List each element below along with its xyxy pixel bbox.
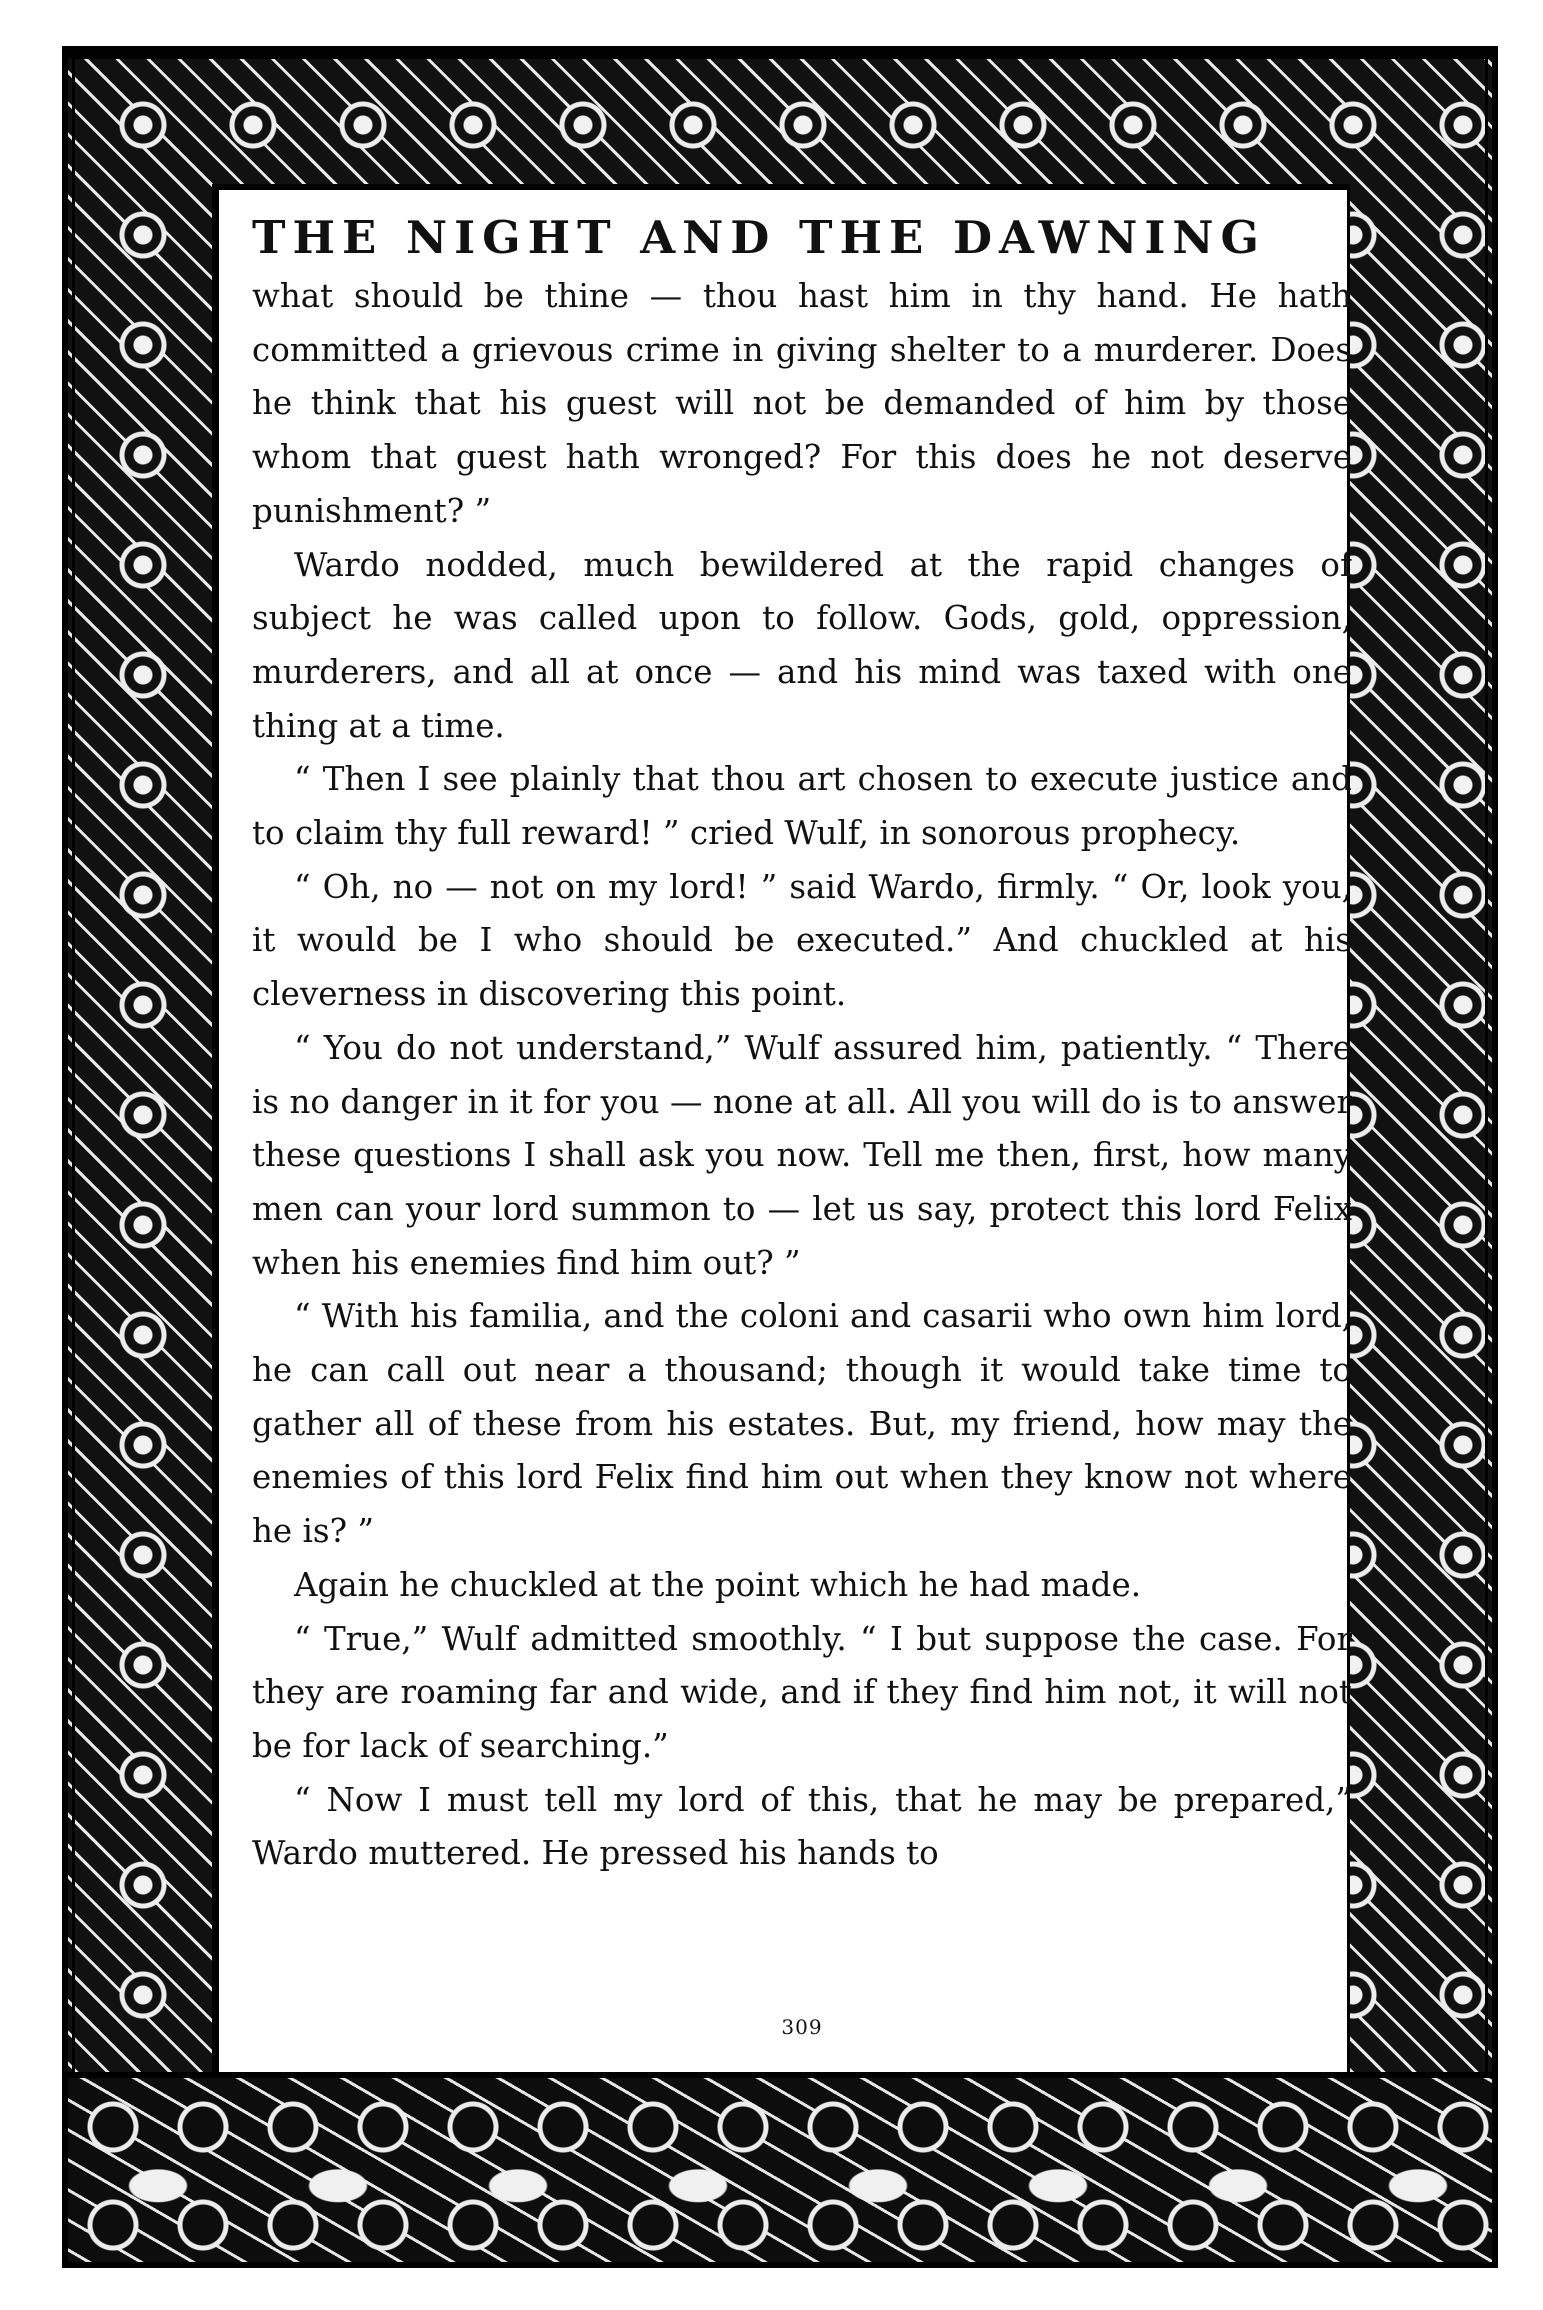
paragraph: “ Oh, no — not on my lord! ” said Wardo, firmly. “ Or, look you, it would be I who should be executed.” And chuckled at his cleverness in discovering this point. bbox=[252, 867, 1352, 1014]
body-text bbox=[252, 270, 1352, 1881]
paragraph: Again he chuckled at the point which he had made. bbox=[294, 1565, 1142, 1604]
ornamental-border-bottom-peacocks bbox=[62, 2072, 1498, 2268]
paragraph: “ Now I must tell my lord of this, that he may be prepared,” Wardo muttered. He pressed his hands to bbox=[252, 1780, 1352, 1873]
border-top-rule bbox=[62, 46, 1498, 58]
paragraph: “ With his familia, and the coloni and casarii who own him lord, he can call out near a thousand; though it would take time to gather all of these from his estates. But, my friend, how may the enemies of this lord Felix find him out when they know not where he is? ” bbox=[252, 1297, 1352, 1551]
paragraph: what should be thine — thou hast him in thy hand. He hath committed a grievous crime in giving shelter to a murderer. Does he think that his guest will not be demanded of him by those whom that guest hath wronged? For this does he not deserve punishment? ” bbox=[252, 277, 1352, 530]
paragraph: “ You do not understand,” Wulf assured him, patiently. “ There is no danger in it for you — none at all. All you will do is to answer these questions I shall ask you now. Tell me then, first, how many men can your lord summon to — let us say, protect this lord Felix when his enemies find him out? ” bbox=[252, 1028, 1352, 1282]
paragraph: “ True,” Wulf admitted smoothly. “ I but suppose the case. For they are roaming far and wide, and if they find him not, it will not be for lack of searching.” bbox=[252, 1619, 1352, 1765]
running-title: THE NIGHT AND THE DAWNING bbox=[252, 211, 1266, 264]
page-content bbox=[252, 210, 1352, 2039]
paragraph: “ Then I see plainly that thou art chosen to execute justice and to claim thy full reward! ” cried Wulf, in sonorous prophecy. bbox=[252, 760, 1352, 853]
page-number: 309 bbox=[781, 2015, 823, 2039]
paragraph: Wardo nodded, much bewildered at the rapid changes of subject he was called upon to follow. Gods, gold, oppression, murderers, and all at once — and his mind was taxed with one thing at a time. bbox=[252, 545, 1352, 745]
